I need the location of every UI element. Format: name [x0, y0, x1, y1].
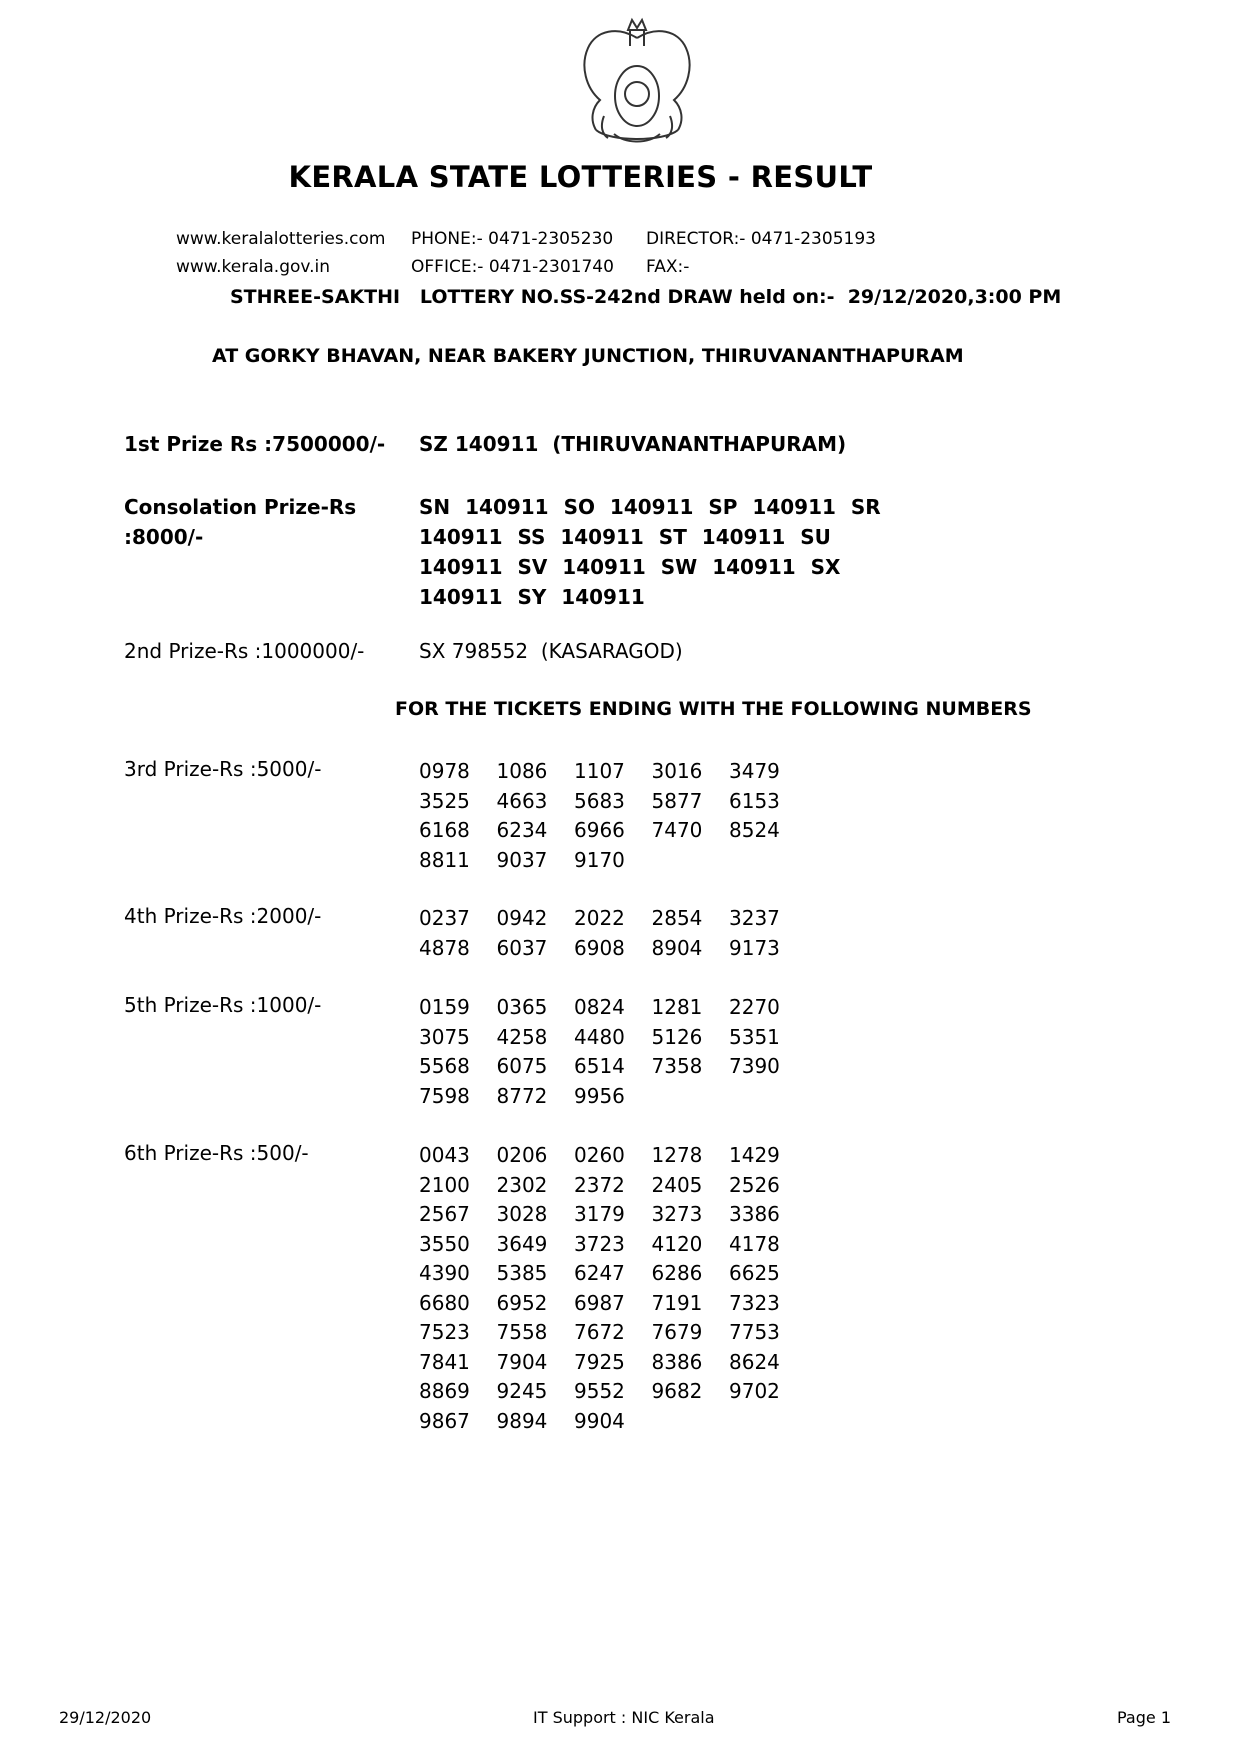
- ticket-number: 2302: [496, 1172, 548, 1197]
- ticket-number: 9702: [729, 1379, 780, 1403]
- ticket-number: 0237: [419, 906, 470, 930]
- ticket-number: 0942: [496, 906, 548, 930]
- ticket-number: 7841: [419, 1349, 470, 1374]
- draw-info: STHREE-SAKTHI LOTTERY NO.SS-242nd DRAW held on:- 29/12/2020,3:00 PM: [230, 286, 1062, 308]
- ticket-number: 6247: [574, 1261, 625, 1285]
- ticket-number: 3550: [419, 1231, 470, 1256]
- ticket-number: 3016: [651, 759, 703, 783]
- website-link-government[interactable]: www.kerala.gov.in: [176, 257, 331, 277]
- ticket-number: 6075: [496, 1054, 548, 1078]
- ticket-number: 6908: [574, 935, 625, 960]
- ticket-number: 6168: [419, 818, 470, 842]
- ticket-number: 1429: [729, 1143, 780, 1167]
- office-phone: OFFICE:- 0471-2301740: [411, 257, 614, 277]
- ticket-number: 6625: [729, 1261, 780, 1285]
- ticket-number: 1281: [651, 995, 703, 1019]
- ticket-number: 8624: [729, 1349, 780, 1374]
- third-prize-numbers: [419, 757, 807, 875]
- ticket-number: 1278: [651, 1143, 703, 1167]
- ticket-number: 7191: [651, 1290, 703, 1315]
- consolation-prize-label: Consolation Prize-Rs :8000/-: [124, 495, 357, 549]
- sixth-prize-label: 6th Prize-Rs :500/-: [124, 1141, 309, 1165]
- ticket-number: 9894: [496, 1408, 548, 1433]
- ticket-number: 2372: [574, 1172, 625, 1197]
- ticket-number: 3723: [574, 1231, 625, 1256]
- ticket-number: 6952: [496, 1290, 548, 1315]
- ticket-number: 9956: [574, 1083, 625, 1108]
- fax-number: FAX:-: [646, 257, 690, 277]
- ticket-number: 5385: [496, 1261, 548, 1285]
- ticket-number: 1086: [496, 759, 548, 783]
- ticket-number: 5568: [419, 1054, 470, 1078]
- ticket-number: 3386: [729, 1202, 780, 1226]
- ticket-number: 5126: [651, 1024, 703, 1049]
- ticket-number: 8772: [496, 1083, 548, 1108]
- ticket-number: 2022: [574, 906, 625, 930]
- ticket-number: 3075: [419, 1024, 470, 1049]
- fifth-prize-label: 5th Prize-Rs :1000/-: [124, 993, 322, 1017]
- first-prize-label: 1st Prize Rs :7500000/-: [124, 432, 386, 456]
- ticket-number: 6987: [574, 1290, 625, 1315]
- page-title: KERALA STATE LOTTERIES - RESULT: [288, 160, 873, 194]
- kerala-emblem: [566, 16, 708, 152]
- ticket-number: 7672: [574, 1320, 625, 1344]
- ticket-number: 3237: [729, 906, 780, 930]
- ticket-number: 7753: [729, 1320, 780, 1344]
- ticket-number: 8811: [419, 847, 470, 872]
- ticket-number: 9904: [574, 1408, 625, 1433]
- ticket-number: 9173: [729, 935, 780, 960]
- fourth-prize-label: 4th Prize-Rs :2000/-: [124, 904, 322, 928]
- fifth-prize-numbers: [419, 993, 807, 1111]
- ticket-number: 0365: [496, 995, 548, 1019]
- endings-heading: FOR THE TICKETS ENDING WITH THE FOLLOWING NUMBERS: [395, 698, 1032, 720]
- ticket-number: 7470: [651, 818, 703, 842]
- ticket-number: 6153: [729, 788, 780, 813]
- ticket-number: 6234: [496, 818, 548, 842]
- ticket-number: 3479: [729, 759, 780, 783]
- third-prize-label: 3rd Prize-Rs :5000/-: [124, 757, 322, 781]
- footer-support: IT Support : NIC Kerala: [533, 1708, 715, 1727]
- ticket-number: 2405: [651, 1172, 703, 1197]
- footer-page-number: Page 1: [1117, 1708, 1171, 1727]
- ticket-number: 5683: [574, 788, 625, 813]
- ticket-number: 7558: [496, 1320, 548, 1344]
- ticket-number: 2100: [419, 1172, 470, 1197]
- ticket-number: 3028: [496, 1202, 548, 1226]
- draw-venue: AT GORKY BHAVAN, NEAR BAKERY JUNCTION, THIRUVANANTHAPURAM: [212, 345, 964, 367]
- ticket-number: 2567: [419, 1202, 470, 1226]
- consolation-prize-values: SN 140911 SO 140911 SP 140911 SR 140911 SS 140911 ST 140911 SU 140911 SV 140911 SW 140911 SX 140911 SY 140911: [419, 495, 881, 609]
- ticket-number: 4878: [419, 935, 470, 960]
- first-prize-value: SZ 140911 (THIRUVANANTHAPURAM): [419, 432, 847, 456]
- ticket-number: 4178: [729, 1231, 780, 1256]
- ticket-number: 9170: [574, 847, 625, 872]
- ticket-number: 4120: [651, 1231, 703, 1256]
- second-prize-label: 2nd Prize-Rs :1000000/-: [124, 639, 365, 663]
- sixth-prize-numbers: [419, 1141, 807, 1436]
- ticket-number: 1107: [574, 759, 625, 783]
- phone-number: PHONE:- 0471-2305230: [411, 229, 614, 249]
- ticket-number: 7523: [419, 1320, 470, 1344]
- ticket-number: 0043: [419, 1143, 470, 1167]
- ticket-number: 6966: [574, 818, 625, 842]
- ticket-number: 8869: [419, 1379, 470, 1403]
- ticket-number: 3179: [574, 1202, 625, 1226]
- ticket-number: 7925: [574, 1349, 625, 1374]
- website-link-lotteries[interactable]: www.keralalotteries.com: [176, 229, 386, 249]
- ticket-number: 4390: [419, 1261, 470, 1285]
- ticket-number: 6286: [651, 1261, 703, 1285]
- ticket-number: 0824: [574, 995, 625, 1019]
- ticket-number: 5351: [729, 1024, 780, 1049]
- ticket-number: 3525: [419, 788, 470, 813]
- ticket-number: 4258: [496, 1024, 548, 1049]
- ticket-number: 7390: [729, 1054, 780, 1078]
- ticket-number: 9867: [419, 1408, 470, 1433]
- ticket-number: 2270: [729, 995, 780, 1019]
- ticket-number: 5877: [651, 788, 703, 813]
- ticket-number: 0206: [496, 1143, 548, 1167]
- ticket-number: 3649: [496, 1231, 548, 1256]
- ticket-number: 7323: [729, 1290, 780, 1315]
- ticket-number: 9245: [496, 1379, 548, 1403]
- ticket-number: 8904: [651, 935, 703, 960]
- ticket-number: 8386: [651, 1349, 703, 1374]
- footer-date: 29/12/2020: [59, 1708, 152, 1727]
- ticket-number: 2526: [729, 1172, 780, 1197]
- ticket-number: 0978: [419, 759, 470, 783]
- ticket-number: 6037: [496, 935, 548, 960]
- fourth-prize-numbers: [419, 904, 807, 963]
- director-phone: DIRECTOR:- 0471-2305193: [646, 229, 876, 249]
- ticket-number: 7358: [651, 1054, 703, 1078]
- ticket-number: 3273: [651, 1202, 703, 1226]
- ticket-number: 9552: [574, 1379, 625, 1403]
- ticket-number: 4663: [496, 788, 548, 813]
- second-prize-value: SX 798552 (KASARAGOD): [419, 639, 683, 663]
- ticket-number: 9682: [651, 1379, 703, 1403]
- ticket-number: 0159: [419, 995, 470, 1019]
- ticket-number: 7679: [651, 1320, 703, 1344]
- ticket-number: 6514: [574, 1054, 625, 1078]
- ticket-number: 9037: [496, 847, 548, 872]
- ticket-number: 4480: [574, 1024, 625, 1049]
- ticket-number: 0260: [574, 1143, 625, 1167]
- ticket-number: 6680: [419, 1290, 470, 1315]
- ticket-number: 7598: [419, 1083, 470, 1108]
- ticket-number: 7904: [496, 1349, 548, 1374]
- ticket-number: 2854: [651, 906, 703, 930]
- ticket-number: 8524: [729, 818, 780, 842]
